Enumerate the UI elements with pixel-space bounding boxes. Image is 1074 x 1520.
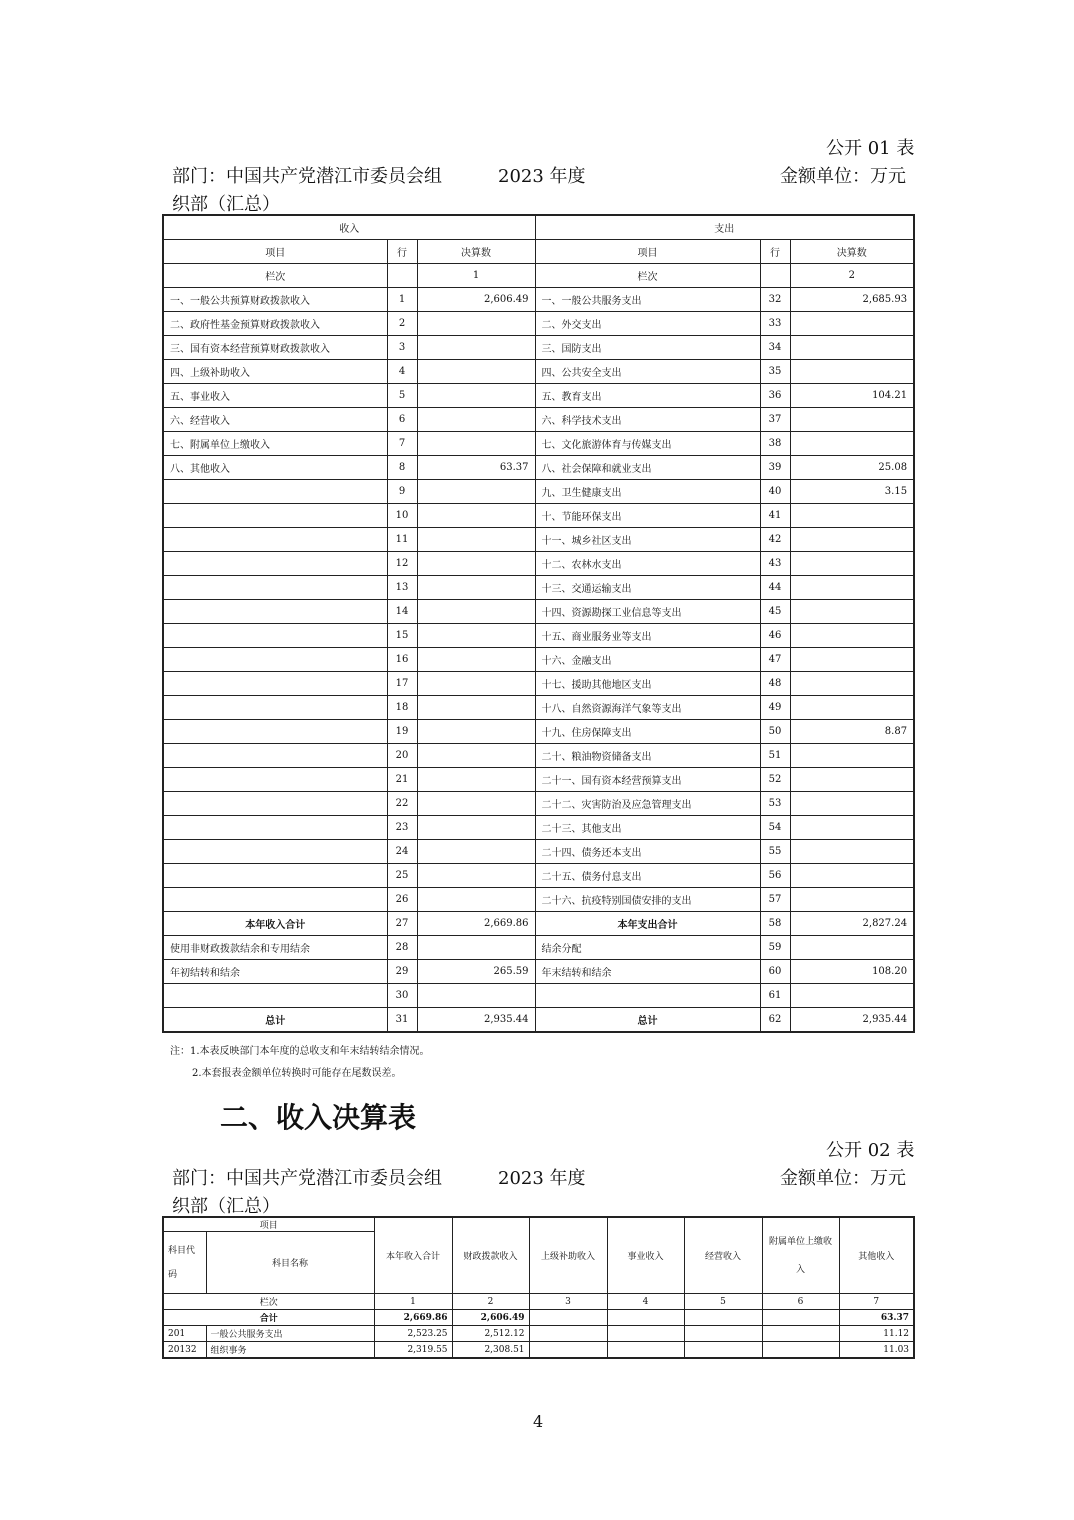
table-row <box>163 696 914 720</box>
income-item: 一、一般公共预算财政拨款收入 <box>163 288 387 312</box>
income-amount: 265.59 <box>417 960 535 984</box>
fiscal-year: 2023 年度 <box>498 166 586 187</box>
row-total: 2,523.25 <box>374 1326 452 1342</box>
expense-row-number: 50 <box>760 720 790 744</box>
sum-label: 合计 <box>163 1310 374 1326</box>
lanci-label-income: 栏次 <box>163 264 387 288</box>
expense-row-number: 53 <box>760 792 790 816</box>
income-amount <box>417 360 535 384</box>
department-line-1: 部门：中国共产党潜江市委员会组 <box>172 166 442 187</box>
expense-amount: 2,685.93 <box>790 288 914 312</box>
income-item <box>163 984 387 1008</box>
income-item: 八、其他收入 <box>163 456 387 480</box>
subject-name: 一般公共服务支出 <box>206 1326 374 1342</box>
income-amount <box>417 576 535 600</box>
lanci-number: 4 <box>607 1294 684 1310</box>
income-item: 本年收入合计 <box>163 912 387 936</box>
expense-row-number: 61 <box>760 984 790 1008</box>
expense-amount <box>790 816 914 840</box>
expense-amount <box>790 528 914 552</box>
expense-item: 五、教育支出 <box>535 384 760 408</box>
expense-amount <box>790 696 914 720</box>
income-expense-table <box>162 214 915 1033</box>
department-line-1: 部门：中国共产党潜江市委员会组 <box>172 1168 442 1189</box>
expense-item: 总计 <box>535 1008 760 1033</box>
expense-item: 二十四、债务还本支出 <box>535 840 760 864</box>
income-header: 收入 <box>163 215 535 240</box>
table-row <box>163 576 914 600</box>
income-row-number: 7 <box>387 432 417 456</box>
income-item <box>163 600 387 624</box>
expense-row-number: 43 <box>760 552 790 576</box>
income-item <box>163 792 387 816</box>
subject-code: 201 <box>163 1326 206 1342</box>
expense-amount: 2,935.44 <box>790 1008 914 1033</box>
income-row-number: 17 <box>387 672 417 696</box>
table-row <box>163 912 914 936</box>
expense-item: 二、外交支出 <box>535 312 760 336</box>
expense-amount <box>790 408 914 432</box>
table-row <box>163 744 914 768</box>
lanci-number: 3 <box>529 1294 607 1310</box>
expense-item: 八、社会保障和就业支出 <box>535 456 760 480</box>
income-item <box>163 888 387 912</box>
expense-amount <box>790 552 914 576</box>
expense-item: 二十、粮油物资储备支出 <box>535 744 760 768</box>
row-other: 11.12 <box>839 1326 914 1342</box>
income-amount: 2,669.86 <box>417 912 535 936</box>
income-item: 年初结转和结余 <box>163 960 387 984</box>
table-row <box>163 624 914 648</box>
expense-row-number: 58 <box>760 912 790 936</box>
income-row-number: 19 <box>387 720 417 744</box>
expense-item: 三、国防支出 <box>535 336 760 360</box>
table-row <box>163 816 914 840</box>
expense-amount <box>790 432 914 456</box>
empty-cell <box>607 1326 684 1342</box>
income-amount: 2,606.49 <box>417 288 535 312</box>
income-final-accounts-table <box>162 1216 915 1359</box>
income-row-number: 24 <box>387 840 417 864</box>
expense-item: 十六、金融支出 <box>535 648 760 672</box>
col-amount-expense: 决算数 <box>790 240 914 264</box>
lanci-label: 栏次 <box>163 1294 374 1310</box>
lanci-income-number: 1 <box>417 264 535 288</box>
sum-other: 63.37 <box>839 1310 914 1326</box>
subject-name: 组织事务 <box>206 1342 374 1359</box>
table-row <box>163 648 914 672</box>
income-row-number: 31 <box>387 1008 417 1033</box>
income-amount <box>417 672 535 696</box>
amount-unit: 金额单位：万元 <box>780 1168 906 1189</box>
income-row-number: 2 <box>387 312 417 336</box>
income-row-number: 11 <box>387 528 417 552</box>
col-business-income: 事业收入 <box>607 1217 684 1294</box>
expense-item: 十三、交通运输支出 <box>535 576 760 600</box>
income-amount <box>417 696 535 720</box>
income-item <box>163 696 387 720</box>
income-item <box>163 672 387 696</box>
expense-item: 九、卫生健康支出 <box>535 480 760 504</box>
income-item <box>163 576 387 600</box>
income-row-number: 3 <box>387 336 417 360</box>
expense-item: 十五、商业服务业等支出 <box>535 624 760 648</box>
income-amount: 2,935.44 <box>417 1008 535 1033</box>
expense-amount <box>790 864 914 888</box>
expense-header: 支出 <box>535 215 914 240</box>
lanci-blank <box>387 264 417 288</box>
table-row <box>163 672 914 696</box>
empty-cell <box>529 1342 607 1359</box>
expense-amount <box>790 792 914 816</box>
row-fiscal: 2,308.51 <box>452 1342 529 1359</box>
note-1: 注：1.本表反映部门本年度的总收支和年末结转结余情况。 <box>170 1046 430 1057</box>
empty-cell <box>529 1310 607 1326</box>
table-row <box>163 936 914 960</box>
expense-row-number: 60 <box>760 960 790 984</box>
income-amount <box>417 792 535 816</box>
expense-item: 十七、援助其他地区支出 <box>535 672 760 696</box>
table-number: 公开 01 表 <box>826 138 915 159</box>
income-item <box>163 648 387 672</box>
table-number-2: 公开 02 表 <box>826 1140 915 1161</box>
income-row-number: 16 <box>387 648 417 672</box>
income-item: 总计 <box>163 1008 387 1033</box>
table-row <box>163 1008 914 1033</box>
department-line-2: 织部（汇总） <box>172 1196 280 1217</box>
expense-row-number: 59 <box>760 936 790 960</box>
income-amount: 63.37 <box>417 456 535 480</box>
sum-total: 2,669.86 <box>374 1310 452 1326</box>
income-amount <box>417 504 535 528</box>
expense-row-number: 37 <box>760 408 790 432</box>
income-row-number: 28 <box>387 936 417 960</box>
expense-item: 四、公共安全支出 <box>535 360 760 384</box>
expense-row-number: 47 <box>760 648 790 672</box>
income-amount <box>417 768 535 792</box>
income-item <box>163 816 387 840</box>
income-amount <box>417 384 535 408</box>
empty-cell <box>762 1326 839 1342</box>
income-row-number: 15 <box>387 624 417 648</box>
expense-item: 二十六、抗疫特别国债安排的支出 <box>535 888 760 912</box>
expense-row-number: 40 <box>760 480 790 504</box>
income-row-number: 9 <box>387 480 417 504</box>
income-row-number: 23 <box>387 816 417 840</box>
income-row-number: 1 <box>387 288 417 312</box>
amount-unit: 金额单位：万元 <box>780 166 906 187</box>
table-row <box>163 984 914 1008</box>
table-row <box>163 840 914 864</box>
expense-row-number: 36 <box>760 384 790 408</box>
col-row-income: 行 <box>387 240 417 264</box>
col-item-expense: 项目 <box>535 240 760 264</box>
income-item: 二、政府性基金预算财政拨款收入 <box>163 312 387 336</box>
income-row-number: 13 <box>387 576 417 600</box>
empty-cell <box>607 1310 684 1326</box>
col-amount-income: 决算数 <box>417 240 535 264</box>
expense-amount <box>790 600 914 624</box>
expense-amount: 108.20 <box>790 960 914 984</box>
expense-amount <box>790 360 914 384</box>
income-item: 三、国有资本经营预算财政拨款收入 <box>163 336 387 360</box>
expense-row-number: 38 <box>760 432 790 456</box>
table-row <box>163 768 914 792</box>
income-row-number: 10 <box>387 504 417 528</box>
expense-item: 二十二、灾害防治及应急管理支出 <box>535 792 760 816</box>
expense-amount <box>790 312 914 336</box>
income-amount <box>417 408 535 432</box>
col-row-expense: 行 <box>760 240 790 264</box>
expense-item: 七、文化旅游体育与传媒支出 <box>535 432 760 456</box>
income-row-number: 14 <box>387 600 417 624</box>
expense-row-number: 32 <box>760 288 790 312</box>
expense-item: 十、节能环保支出 <box>535 504 760 528</box>
income-amount <box>417 984 535 1008</box>
income-row-number: 6 <box>387 408 417 432</box>
expense-item: 十九、住房保障支出 <box>535 720 760 744</box>
expense-amount <box>790 504 914 528</box>
col-other-income: 其他收入 <box>839 1217 914 1294</box>
expense-row-number: 46 <box>760 624 790 648</box>
department-line-2: 织部（汇总） <box>172 194 280 215</box>
income-item: 五、事业收入 <box>163 384 387 408</box>
expense-row-number: 52 <box>760 768 790 792</box>
income-amount <box>417 744 535 768</box>
table-row <box>163 504 914 528</box>
expense-item: 一、一般公共服务支出 <box>535 288 760 312</box>
page-number: 4 <box>533 1412 544 1431</box>
income-item: 六、经营收入 <box>163 408 387 432</box>
empty-cell <box>684 1342 762 1359</box>
income-row-number: 12 <box>387 552 417 576</box>
item-header: 项目 <box>163 1217 374 1232</box>
expense-row-number: 49 <box>760 696 790 720</box>
expense-row-number: 45 <box>760 600 790 624</box>
expense-item: 二十三、其他支出 <box>535 816 760 840</box>
expense-row-number: 57 <box>760 888 790 912</box>
expense-amount <box>790 672 914 696</box>
income-row-number: 4 <box>387 360 417 384</box>
col-item-income: 项目 <box>163 240 387 264</box>
expense-row-number: 51 <box>760 744 790 768</box>
expense-row-number: 56 <box>760 864 790 888</box>
expense-item: 结余分配 <box>535 936 760 960</box>
income-row-number: 5 <box>387 384 417 408</box>
income-amount <box>417 600 535 624</box>
income-amount <box>417 312 535 336</box>
sum-fiscal: 2,606.49 <box>452 1310 529 1326</box>
table-row <box>163 960 914 984</box>
expense-item <box>535 984 760 1008</box>
expense-amount: 8.87 <box>790 720 914 744</box>
table-row <box>163 528 914 552</box>
expense-amount <box>790 624 914 648</box>
col-subject-code: 科目代码 <box>163 1232 206 1294</box>
expense-amount <box>790 576 914 600</box>
income-item <box>163 744 387 768</box>
income-row-number: 30 <box>387 984 417 1008</box>
empty-cell <box>762 1342 839 1359</box>
income-amount <box>417 528 535 552</box>
income-amount <box>417 432 535 456</box>
expense-amount <box>790 840 914 864</box>
expense-row-number: 35 <box>760 360 790 384</box>
expense-amount: 25.08 <box>790 456 914 480</box>
income-row-number: 29 <box>387 960 417 984</box>
income-item <box>163 840 387 864</box>
lanci-expense-number: 2 <box>790 264 914 288</box>
row-total: 2,319.55 <box>374 1342 452 1359</box>
expense-row-number: 54 <box>760 816 790 840</box>
empty-cell <box>607 1342 684 1359</box>
income-row-number: 25 <box>387 864 417 888</box>
expense-item: 十二、农林水支出 <box>535 552 760 576</box>
expense-amount <box>790 936 914 960</box>
table-row <box>163 360 914 384</box>
empty-cell <box>762 1310 839 1326</box>
table-row <box>163 552 914 576</box>
income-item <box>163 480 387 504</box>
expense-amount <box>790 336 914 360</box>
income-amount <box>417 840 535 864</box>
income-row-number: 18 <box>387 696 417 720</box>
expense-amount <box>790 648 914 672</box>
table-row <box>163 888 914 912</box>
income-amount <box>417 624 535 648</box>
fiscal-year: 2023 年度 <box>498 1168 586 1189</box>
lanci-number: 1 <box>374 1294 452 1310</box>
expense-amount <box>790 888 914 912</box>
expense-item: 二十一、国有资本经营预算支出 <box>535 768 760 792</box>
table-row <box>163 456 914 480</box>
income-row-number: 26 <box>387 888 417 912</box>
row-other: 11.03 <box>839 1342 914 1359</box>
expense-row-number: 41 <box>760 504 790 528</box>
expense-row-number: 42 <box>760 528 790 552</box>
expense-row-number: 34 <box>760 336 790 360</box>
income-item <box>163 768 387 792</box>
expense-amount <box>790 744 914 768</box>
subject-code: 20132 <box>163 1342 206 1359</box>
table-row <box>163 600 914 624</box>
income-amount <box>417 336 535 360</box>
expense-row-number: 33 <box>760 312 790 336</box>
expense-item: 本年支出合计 <box>535 912 760 936</box>
table-row <box>163 384 914 408</box>
expense-amount <box>790 984 914 1008</box>
income-row-number: 27 <box>387 912 417 936</box>
income-item <box>163 624 387 648</box>
income-amount <box>417 864 535 888</box>
expense-item: 十八、自然资源海洋气象等支出 <box>535 696 760 720</box>
lanci-number: 2 <box>452 1294 529 1310</box>
income-row-number: 21 <box>387 768 417 792</box>
income-amount <box>417 552 535 576</box>
col-subject-name: 科目名称 <box>206 1232 374 1294</box>
col-total-income: 本年收入合计 <box>374 1217 452 1294</box>
income-amount <box>417 936 535 960</box>
income-item <box>163 528 387 552</box>
col-affiliated-income: 附属单位上缴收入 <box>762 1217 839 1294</box>
lanci-blank <box>760 264 790 288</box>
income-amount <box>417 888 535 912</box>
table-row <box>163 336 914 360</box>
income-item <box>163 864 387 888</box>
expense-amount <box>790 768 914 792</box>
income-item: 七、附属单位上缴收入 <box>163 432 387 456</box>
section-heading: 二、收入决算表 <box>220 1101 417 1134</box>
income-item: 使用非财政拨款结余和专用结余 <box>163 936 387 960</box>
lanci-label-expense: 栏次 <box>535 264 760 288</box>
expense-item: 二十五、债务付息支出 <box>535 864 760 888</box>
expense-item: 十一、城乡社区支出 <box>535 528 760 552</box>
income-row-number: 22 <box>387 792 417 816</box>
table-row <box>163 480 914 504</box>
col-superior-subsidy: 上级补助收入 <box>529 1217 607 1294</box>
table-row <box>163 864 914 888</box>
expense-item: 六、科学技术支出 <box>535 408 760 432</box>
table-row <box>163 432 914 456</box>
col-fiscal-income: 财政拨款收入 <box>452 1217 529 1294</box>
expense-item: 年末结转和结余 <box>535 960 760 984</box>
expense-amount: 3.15 <box>790 480 914 504</box>
col-operating-income: 经营收入 <box>684 1217 762 1294</box>
expense-row-number: 44 <box>760 576 790 600</box>
empty-cell <box>684 1310 762 1326</box>
table-row <box>163 792 914 816</box>
table-row <box>163 408 914 432</box>
lanci-number: 6 <box>762 1294 839 1310</box>
income-amount <box>417 648 535 672</box>
expense-row-number: 55 <box>760 840 790 864</box>
expense-amount: 104.21 <box>790 384 914 408</box>
income-amount <box>417 480 535 504</box>
table-row <box>163 312 914 336</box>
row-fiscal: 2,512.12 <box>452 1326 529 1342</box>
income-item <box>163 552 387 576</box>
table-row <box>163 720 914 744</box>
expense-item: 十四、资源勘探工业信息等支出 <box>535 600 760 624</box>
note-2: 2.本套报表金额单位转换时可能存在尾数误差。 <box>192 1068 402 1079</box>
income-amount <box>417 816 535 840</box>
lanci-number: 5 <box>684 1294 762 1310</box>
income-row-number: 20 <box>387 744 417 768</box>
empty-cell <box>684 1326 762 1342</box>
income-item <box>163 504 387 528</box>
expense-amount: 2,827.24 <box>790 912 914 936</box>
lanci-number: 7 <box>839 1294 914 1310</box>
income-item <box>163 720 387 744</box>
expense-row-number: 62 <box>760 1008 790 1033</box>
expense-row-number: 39 <box>760 456 790 480</box>
table-row <box>163 288 914 312</box>
expense-row-number: 48 <box>760 672 790 696</box>
income-item: 四、上级补助收入 <box>163 360 387 384</box>
empty-cell <box>529 1326 607 1342</box>
income-row-number: 8 <box>387 456 417 480</box>
income-amount <box>417 720 535 744</box>
